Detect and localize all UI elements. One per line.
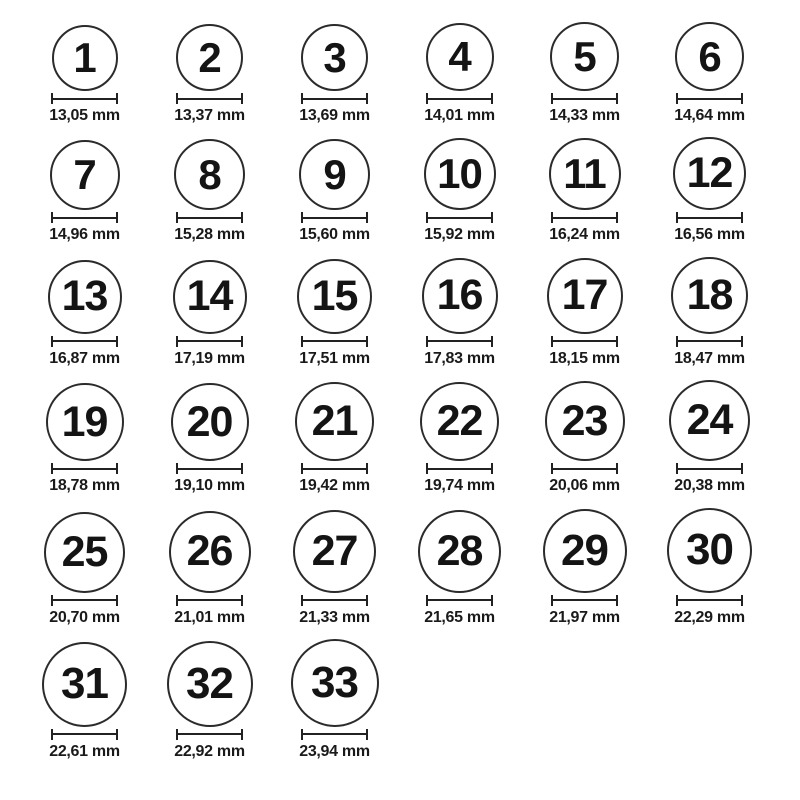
diameter-measure-line: [676, 212, 743, 223]
ring-size-cell: [272, 510, 397, 627]
ring-size-number: 23: [561, 396, 608, 445]
diameter-label: 13,37 mm: [174, 107, 245, 124]
ring-size-row: [22, 639, 778, 761]
measure-line-bar: [678, 340, 741, 342]
ring-size-row: [22, 380, 778, 495]
diameter-measure-line: [551, 93, 618, 104]
diameter-measure-line: [551, 463, 618, 474]
diameter-measure-line: [426, 336, 493, 347]
ring-size-number: 29: [561, 525, 608, 575]
ring-circle: [669, 380, 750, 461]
ring-size-number: 2: [198, 33, 221, 81]
diameter-label: 20,38 mm: [674, 477, 745, 495]
ring-size-number: 15: [311, 271, 358, 320]
ring-circle: [673, 137, 746, 210]
diameter-label: 17,83 mm: [424, 349, 495, 367]
diameter-label: 19,42 mm: [299, 477, 370, 495]
ring-size-number: 8: [198, 150, 221, 198]
measure-line-bar: [678, 599, 741, 601]
diameter-measure-line: [301, 463, 368, 474]
ring-size-cell: [22, 642, 147, 761]
ring-circle: [173, 260, 247, 334]
measure-line-bar: [178, 599, 241, 601]
ring-size-cell: [522, 22, 647, 125]
ring-circle: [297, 259, 372, 334]
ring-circle: [418, 510, 501, 593]
ring-size-cell: [147, 383, 272, 495]
measure-line-bar: [303, 340, 366, 342]
ring-size-cell: [397, 138, 522, 244]
ring-size-number: 18: [686, 270, 733, 319]
ring-size-cell: [522, 138, 647, 244]
measure-line-bar: [303, 217, 366, 219]
ring-size-cell: [22, 383, 147, 495]
ring-circle: [422, 258, 498, 334]
ring-circle: [50, 140, 120, 210]
diameter-label: 17,51 mm: [299, 349, 370, 367]
diameter-label: 22,61 mm: [49, 742, 120, 760]
diameter-label: 15,28 mm: [174, 226, 245, 244]
diameter-measure-line: [176, 93, 243, 104]
measure-line-bar: [303, 98, 366, 100]
ring-size-cell: [147, 24, 272, 125]
ring-circle: [545, 381, 625, 461]
ring-size-number: 20: [186, 397, 233, 446]
ring-size-number: 25: [61, 527, 108, 576]
ring-size-cell: [397, 23, 522, 125]
diameter-label: 13,05 mm: [49, 107, 120, 124]
ring-size-number: 33: [311, 657, 358, 707]
ring-circle: [550, 22, 619, 91]
ring-size-row: [22, 508, 778, 627]
diameter-measure-line: [676, 463, 743, 474]
diameter-label: 18,15 mm: [549, 349, 620, 367]
diameter-label: 18,47 mm: [674, 349, 745, 367]
diameter-label: 21,33 mm: [299, 608, 370, 626]
measure-line-bar: [53, 733, 116, 735]
measure-line-bar: [678, 98, 741, 100]
ring-size-cell: [22, 512, 147, 627]
ring-size-cell: [397, 382, 522, 495]
ring-size-number: 14: [186, 272, 233, 321]
ring-size-row: [22, 257, 778, 368]
ring-size-cell: [147, 139, 272, 244]
diameter-label: 14,96 mm: [49, 226, 120, 244]
ring-size-number: 19: [61, 397, 108, 446]
diameter-measure-line: [176, 336, 243, 347]
ring-size-number: 4: [448, 33, 471, 80]
diameter-measure-line: [51, 93, 118, 104]
diameter-measure-line: [301, 729, 368, 740]
diameter-label: 14,33 mm: [549, 107, 620, 124]
ring-size-cell: [22, 140, 147, 244]
ring-size-cell: [147, 260, 272, 368]
diameter-measure-line: [51, 595, 118, 606]
measure-line-bar: [553, 217, 616, 219]
ring-circle: [52, 25, 118, 91]
diameter-measure-line: [676, 595, 743, 606]
diameter-label: 19,74 mm: [424, 477, 495, 495]
ring-size-cell: [272, 24, 397, 125]
diameter-measure-line: [51, 463, 118, 474]
ring-size-cell: [647, 257, 772, 368]
ring-size-row: [22, 22, 778, 125]
measure-line-bar: [428, 98, 491, 100]
diameter-measure-line: [426, 93, 493, 104]
ring-size-number: 31: [61, 659, 108, 709]
measure-line-bar: [428, 340, 491, 342]
ring-size-cell: [272, 382, 397, 495]
ring-size-number: 30: [686, 525, 733, 575]
diameter-label: 21,01 mm: [174, 608, 245, 626]
measure-line-bar: [678, 468, 741, 470]
ring-size-number: 17: [561, 271, 608, 320]
measure-line-bar: [178, 340, 241, 342]
diameter-label: 16,56 mm: [674, 226, 745, 244]
ring-size-number: 1: [73, 34, 96, 81]
ring-circle: [675, 22, 744, 91]
ring-size-number: 21: [311, 397, 358, 446]
ring-size-number: 9: [323, 150, 346, 198]
ring-circle: [549, 138, 621, 210]
measure-line-bar: [428, 217, 491, 219]
ring-circle: [301, 24, 368, 91]
diameter-label: 20,06 mm: [549, 477, 620, 495]
diameter-measure-line: [676, 93, 743, 104]
diameter-label: 19,10 mm: [174, 477, 245, 495]
ring-size-number: 16: [436, 271, 483, 320]
diameter-measure-line: [301, 93, 368, 104]
ring-size-cell: [272, 139, 397, 244]
diameter-label: 16,24 mm: [549, 226, 620, 244]
ring-size-cell: [647, 22, 772, 125]
diameter-label: 17,19 mm: [174, 349, 245, 367]
diameter-label: 15,60 mm: [299, 226, 370, 244]
ring-size-number: 13: [61, 272, 108, 321]
ring-size-cell: [147, 511, 272, 627]
ring-circle: [176, 24, 243, 91]
diameter-label: 23,94 mm: [299, 742, 370, 760]
diameter-label: 13,69 mm: [299, 107, 370, 124]
diameter-label: 20,70 mm: [49, 608, 120, 626]
diameter-label: 21,65 mm: [424, 608, 495, 626]
ring-circle: [667, 508, 752, 593]
diameter-measure-line: [176, 595, 243, 606]
measure-line-bar: [428, 468, 491, 470]
ring-size-number: 22: [436, 397, 483, 446]
measure-line-bar: [678, 217, 741, 219]
ring-size-number: 24: [686, 396, 733, 445]
ring-circle: [169, 511, 251, 593]
ring-circle: [299, 139, 370, 210]
diameter-measure-line: [551, 212, 618, 223]
diameter-measure-line: [301, 336, 368, 347]
ring-size-number: 12: [686, 149, 733, 198]
ring-size-number: 27: [311, 526, 358, 575]
diameter-label: 21,97 mm: [549, 608, 620, 626]
ring-circle: [293, 510, 376, 593]
ring-size-cell: [272, 639, 397, 761]
diameter-measure-line: [426, 212, 493, 223]
ring-size-cell: [522, 258, 647, 368]
measure-line-bar: [53, 468, 116, 470]
diameter-label: 18,78 mm: [49, 477, 120, 495]
diameter-measure-line: [301, 595, 368, 606]
measure-line-bar: [303, 733, 366, 735]
measure-line-bar: [53, 340, 116, 342]
diameter-measure-line: [176, 463, 243, 474]
diameter-label: 15,92 mm: [424, 226, 495, 244]
diameter-measure-line: [51, 729, 118, 740]
ring-size-cell: [397, 510, 522, 627]
diameter-label: 14,01 mm: [424, 107, 495, 124]
diameter-measure-line: [301, 212, 368, 223]
ring-size-number: 28: [436, 526, 483, 575]
measure-line-bar: [178, 468, 241, 470]
measure-line-bar: [53, 217, 116, 219]
ring-size-cell: [647, 137, 772, 244]
measure-line-bar: [178, 217, 241, 219]
ring-size-cell: [22, 25, 147, 125]
measure-line-bar: [428, 599, 491, 601]
ring-size-cell: [647, 508, 772, 627]
measure-line-bar: [178, 98, 241, 100]
ring-size-number: 11: [563, 150, 606, 198]
ring-circle: [426, 23, 494, 91]
diameter-label: 22,92 mm: [174, 742, 245, 760]
diameter-measure-line: [426, 595, 493, 606]
measure-line-bar: [303, 599, 366, 601]
ring-size-cell: [522, 509, 647, 627]
measure-line-bar: [178, 733, 241, 735]
ring-circle: [295, 382, 374, 461]
ring-size-cell: [147, 641, 272, 761]
measure-line-bar: [553, 340, 616, 342]
ring-size-number: 6: [698, 32, 721, 80]
diameter-label: 16,87 mm: [49, 349, 120, 367]
ring-size-cell: [22, 260, 147, 368]
diameter-measure-line: [176, 212, 243, 223]
ring-circle: [167, 641, 253, 727]
ring-size-number: 32: [186, 658, 233, 708]
diameter-label: 22,29 mm: [674, 608, 745, 626]
ring-size-cell: [522, 381, 647, 495]
diameter-label: 14,64 mm: [674, 107, 745, 124]
diameter-measure-line: [176, 729, 243, 740]
ring-circle: [171, 383, 249, 461]
ring-circle: [420, 382, 499, 461]
measure-line-bar: [53, 98, 116, 100]
measure-line-bar: [553, 599, 616, 601]
ring-circle: [174, 139, 245, 210]
measure-line-bar: [553, 468, 616, 470]
ring-size-number: 7: [73, 151, 96, 199]
diameter-measure-line: [551, 595, 618, 606]
measure-line-bar: [303, 468, 366, 470]
diameter-measure-line: [51, 336, 118, 347]
ring-circle: [291, 639, 379, 727]
ring-circle: [42, 642, 127, 727]
ring-size-cell: [272, 259, 397, 368]
ring-size-number: 3: [323, 33, 346, 81]
measure-line-bar: [553, 98, 616, 100]
diameter-measure-line: [426, 463, 493, 474]
ring-size-row: [22, 137, 778, 244]
ring-circle: [547, 258, 623, 334]
diameter-measure-line: [51, 212, 118, 223]
ring-size-number: 5: [573, 32, 596, 80]
diameter-measure-line: [676, 336, 743, 347]
ring-circle: [671, 257, 748, 334]
ring-circle: [48, 260, 122, 334]
ring-size-number: 10: [437, 150, 482, 198]
measure-line-bar: [53, 599, 116, 601]
ring-circle: [424, 138, 496, 210]
ring-size-number: 26: [186, 527, 233, 576]
ring-size-cell: [397, 258, 522, 368]
ring-circle: [44, 512, 125, 593]
diameter-measure-line: [551, 336, 618, 347]
ring-size-cell: [647, 380, 772, 495]
ring-circle: [46, 383, 124, 461]
ring-circle: [543, 509, 627, 593]
